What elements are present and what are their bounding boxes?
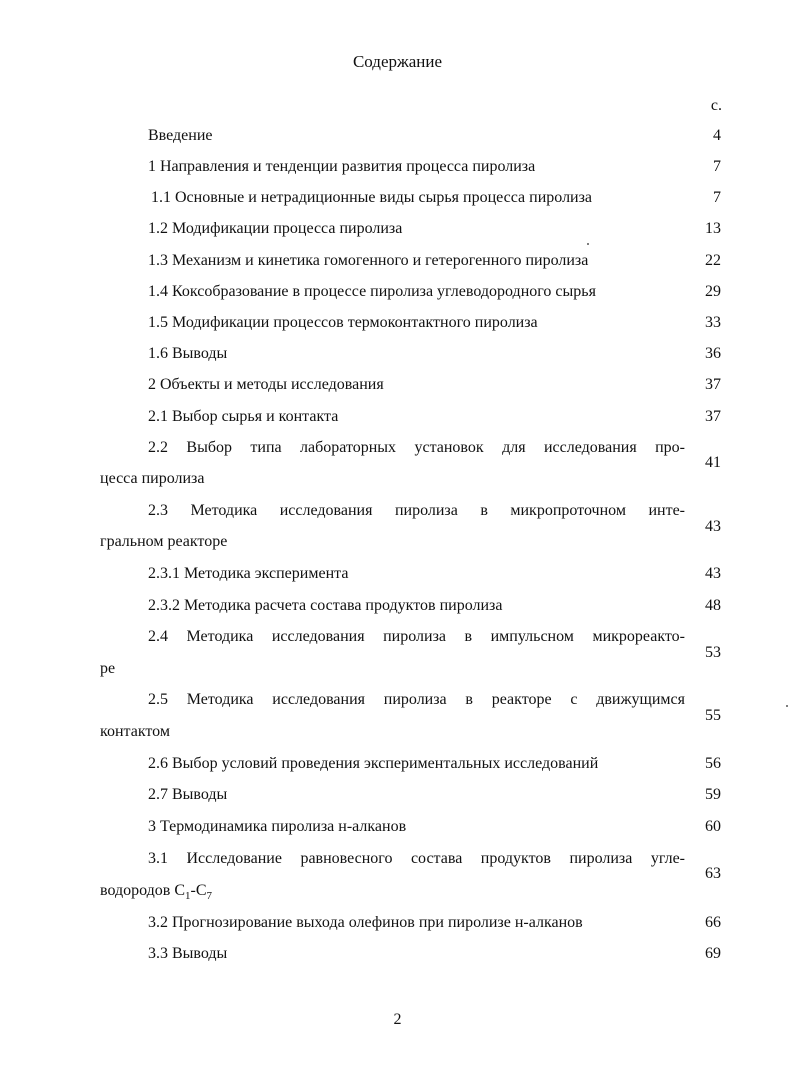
scan-speck <box>587 243 589 245</box>
toc-entry-page: 29 <box>705 283 721 300</box>
toc-entry-title: 2.4 Методика исследования пиролиза в импульсном микрореакто- <box>148 628 685 645</box>
toc-entry-title-continued: гральном реакторе <box>100 533 228 550</box>
toc-entry-title: 2.3.2 Методика расчета состава продуктов пиролиза <box>148 597 503 614</box>
toc-entry-title: 1 Направления и тенденции развития процесса пиролиза <box>148 158 536 175</box>
toc-entry-title: 2.2 Выбор типа лабораторных установок для исследования про- <box>148 439 685 456</box>
toc-text-part: -C <box>190 882 207 899</box>
toc-entry-page: 36 <box>705 345 721 362</box>
toc-entry-page: 56 <box>705 755 721 772</box>
toc-entry-page: 37 <box>705 408 721 425</box>
toc-entry-page: 37 <box>705 376 721 393</box>
toc-entry-page: 33 <box>705 314 721 331</box>
subscript: 7 <box>206 890 213 902</box>
toc-entry-page: 69 <box>705 945 721 962</box>
toc-entry <box>0 629 795 679</box>
toc-entry <box>0 503 795 553</box>
toc-entry-title: 3.3 Выводы <box>148 945 228 962</box>
toc-entry-page: 55 <box>705 707 721 724</box>
toc-entry-page: 43 <box>705 565 721 582</box>
toc-entry-title-continued: цесса пиролиза <box>100 470 205 487</box>
toc-entry-page: 13 <box>705 220 721 237</box>
toc-entry-title: 1.3 Механизм и кинетика гомогенного и гетерогенного пиролиза <box>148 252 589 269</box>
toc-entry-title: 2.1 Выбор сырья и контакта <box>148 408 339 425</box>
toc-entry-title: 2.3 Методика исследования пиролиза в микропроточном инте- <box>148 502 685 519</box>
toc-entry-title: 2 Объекты и методы исследования <box>148 376 384 393</box>
toc-entry-page: 59 <box>705 786 721 803</box>
toc-entry-title: 2.5 Методика исследования пиролиза в реакторе с движущимся <box>148 691 685 708</box>
toc-entry-page: 22 <box>705 252 721 269</box>
toc-entry-title: Введение <box>148 127 213 144</box>
toc-entry-page: 7 <box>713 189 721 206</box>
toc-entry-title-continued: контактом <box>100 723 170 740</box>
toc-entry-title: 1.6 Выводы <box>148 345 228 362</box>
toc-entry-page: 43 <box>705 518 721 535</box>
page-title: Содержание <box>352 52 443 71</box>
toc-entry-title: 3 Термодинамика пиролиза н-алканов <box>148 818 407 835</box>
toc-entry <box>0 692 795 742</box>
toc-entry-title: 2.7 Выводы <box>148 786 228 803</box>
toc-entry-title-continued <box>100 883 212 900</box>
scan-speck <box>786 705 788 707</box>
toc-entry-page: 63 <box>705 865 721 882</box>
toc-entry-page: 4 <box>713 127 721 144</box>
toc-entry-title: 3.1 Исследование равновесного состава продуктов пиролиза угле- <box>148 850 685 867</box>
page-column-label: с. <box>710 97 722 114</box>
toc-entry-title: 3.2 Прогнозирование выхода олефинов при пиролизе н-алканов <box>148 914 583 931</box>
toc-entry-page: 66 <box>705 914 721 931</box>
toc-entry-page: 48 <box>705 597 721 614</box>
toc-entry-title: 1.5 Модификации процессов термоконтактного пиролиза <box>148 314 538 331</box>
toc-entry <box>0 851 795 903</box>
page-number: 2 <box>393 1011 402 1028</box>
toc-entry-page: 41 <box>705 454 721 471</box>
toc-text-part: водородов C <box>100 882 186 899</box>
toc-entry-title: 1.2 Модификации процесса пиролиза <box>148 220 403 237</box>
toc-entry-title: 1.4 Коксобразование в процессе пиролиза углеводородного сырья <box>148 283 596 300</box>
toc-entry-page: 53 <box>705 644 721 661</box>
toc-entry <box>0 440 795 490</box>
toc-entry-title-continued: ре <box>100 660 116 677</box>
toc-entry-title: 2.3.1 Методика эксперимента <box>148 565 349 582</box>
toc-entry-page: 7 <box>713 158 721 175</box>
subscript: 1 <box>185 890 191 902</box>
toc-entry-page: 60 <box>705 818 721 835</box>
toc-entry-title: 1.1 Основные и нетрадиционные виды сырья процесса пиролиза <box>151 189 593 206</box>
toc-entry-title: 2.6 Выбор условий проведения экспериментальных исследований <box>148 755 599 772</box>
